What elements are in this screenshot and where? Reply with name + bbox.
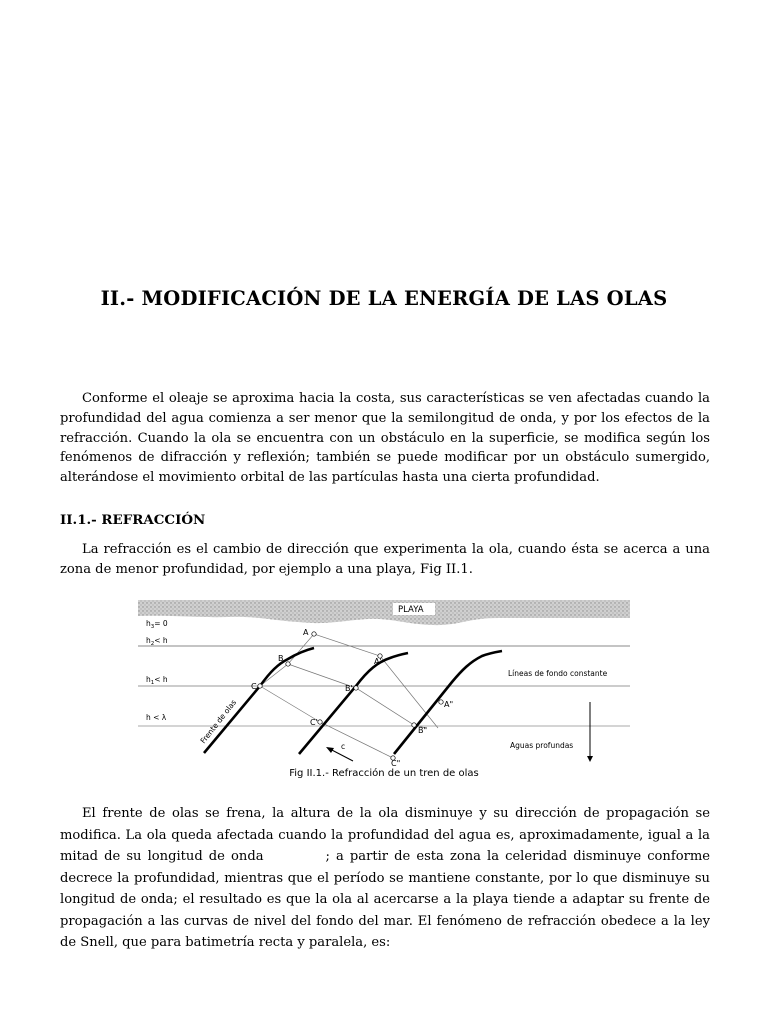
refraction-diagram bbox=[138, 598, 630, 768]
intro-paragraph: Conforme el oleaje se aproxima hacia la costa, sus características se ven afectadas cuando la profundidad del agua comienza a ser menor que la semilongitud de onda, y por los efectos de la refracción. Cuando la ola se encuentra con un obstáculo en la superficie, se modifica según los fenómenos de difracción y reflexión; también se puede modificar por un obstáculo sumergido, alterándose el movimiento orbital de las partículas hasta una cierta profundidad. bbox=[60, 391, 710, 486]
snell-text-b: ; a partir de esta zona la celeridad disminuye conforme decrece la profundidad, mientras que el período se mantiene constante, por lo que disminuye su longitud de onda; el resultado es que la ola al acercarse a la playa tiende a adaptar su frente de propagación a las curvas de nivel del fondo del mar. El fenómeno de refracción obedece a la ley de Snell, que para batimetría recta y paralela, es: bbox=[60, 849, 711, 950]
depth-label-h0: h < λ bbox=[146, 713, 167, 722]
ray-B bbox=[288, 664, 426, 728]
refraction-paragraph: La refracción es el cambio de dirección que experimenta la ola, cuando ésta se acerca a una zona de menor profundidad, por ejemplo a una playa, Fig II.1. bbox=[60, 542, 710, 577]
point-B2-marker bbox=[412, 723, 416, 727]
point-A1-label: A' bbox=[374, 657, 382, 666]
frente-label: Frente de olas bbox=[198, 697, 239, 746]
refraction-figure bbox=[138, 598, 630, 788]
point-A2-marker bbox=[439, 700, 443, 704]
playa-label: PLAYA bbox=[398, 605, 424, 615]
point-B-marker bbox=[286, 662, 290, 666]
point-A-label: A bbox=[303, 628, 309, 637]
lineas-label: Líneas de fondo constante bbox=[508, 669, 608, 678]
snell-text-a: El frente de olas se frena, la altura de la ola disminuye y su dirección de propagación se modifica. La ola queda afectada cuando la profundidad del agua es, aproximadamente, igual a la mitad de su longitud de onda bbox=[60, 806, 710, 864]
celerity-arrowhead bbox=[326, 747, 334, 753]
point-B2-label: B" bbox=[418, 726, 428, 735]
point-C2-label: C" bbox=[391, 759, 401, 768]
point-C-marker bbox=[258, 684, 262, 688]
point-B-label: B bbox=[278, 654, 284, 663]
point-B1-label: B' bbox=[345, 684, 353, 693]
snell-paragraph bbox=[60, 803, 710, 954]
depth-label-h3: $h_3= 0$ bbox=[146, 619, 168, 630]
point-C-label: C bbox=[251, 682, 257, 691]
wave-front-1 bbox=[204, 648, 314, 753]
section-heading: II.1.- REFRACCIÓN bbox=[60, 512, 206, 528]
depth-label-h1: $h_1< h$ bbox=[146, 675, 168, 686]
point-C1-marker bbox=[318, 720, 322, 724]
aguas-label: Aguas profundas bbox=[510, 741, 574, 750]
point-C1-label: C' bbox=[310, 718, 318, 727]
page-title: II.- MODIFICACIÓN DE LA ENERGÍA DE LAS OLAS bbox=[100, 287, 668, 310]
celerity-label: c bbox=[341, 742, 346, 751]
beach-band bbox=[138, 600, 630, 625]
point-B1-marker bbox=[354, 686, 358, 690]
point-A-marker bbox=[312, 632, 316, 636]
figure-caption: Fig II.1.- Refracción de un tren de olas bbox=[289, 768, 479, 779]
deep-arrowhead bbox=[587, 756, 593, 762]
depth-label-h2: $h_2< h$ bbox=[146, 636, 168, 647]
point-A2-label: A" bbox=[444, 700, 454, 709]
